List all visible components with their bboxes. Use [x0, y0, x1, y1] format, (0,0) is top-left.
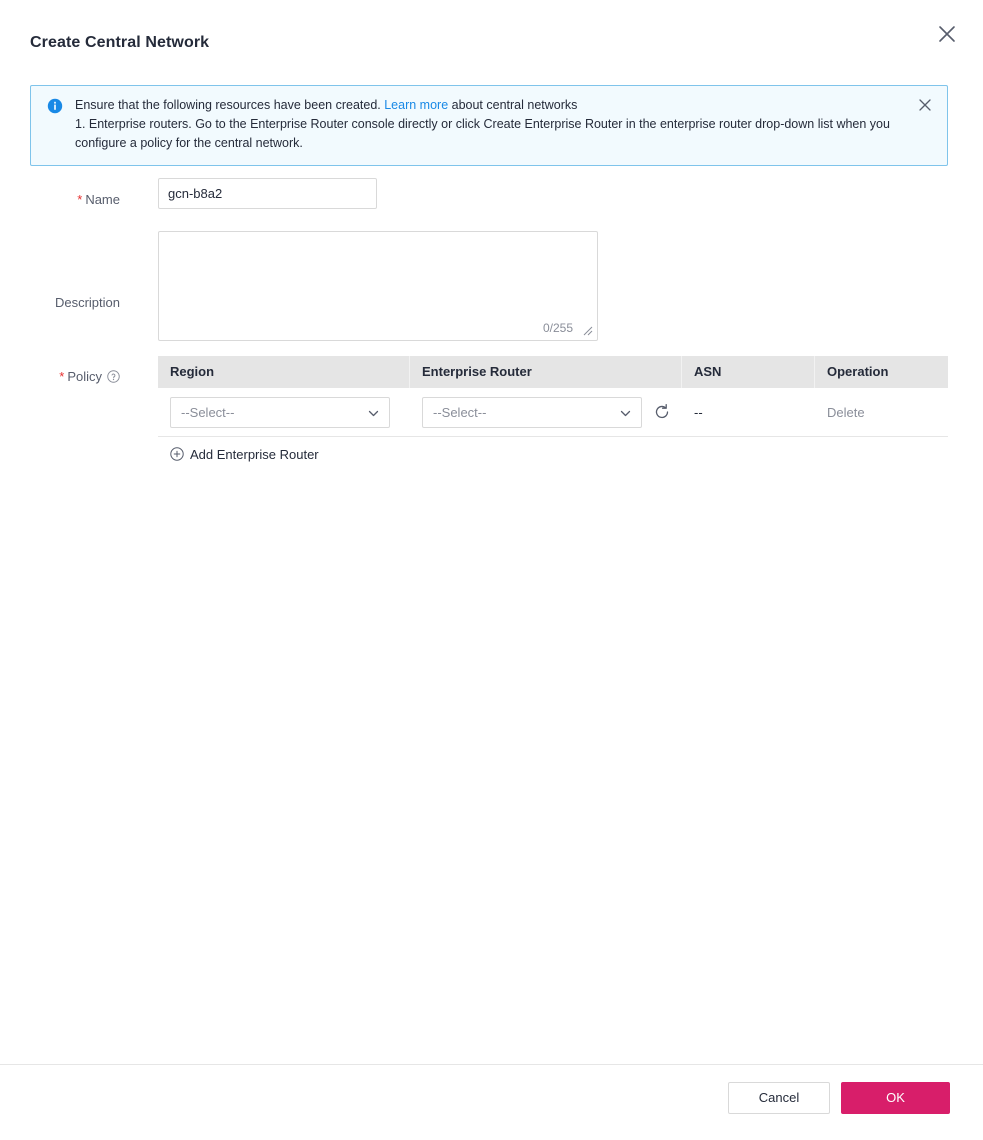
question-circle-icon[interactable]	[107, 370, 120, 383]
table-row	[158, 388, 948, 437]
dialog-footer	[0, 1064, 983, 1140]
column-header-region: Region	[158, 356, 410, 388]
column-header-operation: Operation	[827, 364, 889, 379]
plus-circle-icon	[170, 447, 184, 461]
alert-text-before: Ensure that the following resources have been created.	[75, 98, 385, 112]
policy-table-header	[158, 356, 948, 388]
alert-close-icon[interactable]	[917, 97, 935, 115]
operation-cell	[815, 388, 948, 436]
info-alert	[30, 85, 948, 166]
policy-table	[158, 356, 948, 471]
info-icon	[47, 98, 63, 114]
chevron-down-icon	[367, 407, 380, 420]
policy-label	[0, 369, 120, 384]
add-enterprise-router-button[interactable]	[158, 437, 948, 471]
alert-line-2: 1. Enterprise routers. Go to the Enterprise Router console directly or click Create Enterprise Router in the enterprise router drop-down list when you configure a policy for the central network.	[75, 117, 890, 150]
name-label	[0, 192, 120, 207]
alert-text-after: about central networks	[448, 98, 578, 112]
enterprise-router-select-value: --Select--	[433, 404, 487, 420]
page-title: Create Central Network	[30, 34, 210, 51]
asn-cell: --	[694, 404, 703, 420]
chevron-down-icon	[619, 407, 632, 420]
refresh-icon[interactable]	[652, 402, 672, 422]
learn-more-link[interactable]: Learn more	[384, 98, 449, 112]
required-marker: *	[59, 369, 65, 384]
enterprise-router-cell	[410, 388, 682, 436]
description-label: Description	[54, 295, 120, 310]
add-enterprise-router-label: Add Enterprise Router	[190, 446, 319, 462]
close-icon[interactable]	[933, 20, 961, 48]
field-description	[0, 231, 983, 341]
description-textarea[interactable]	[159, 232, 597, 322]
region-select-value: --Select--	[181, 404, 235, 420]
alert-line-1	[75, 96, 907, 115]
region-select[interactable]	[170, 397, 390, 428]
ok-button[interactable]: OK	[841, 1082, 950, 1114]
required-marker: *	[77, 192, 83, 207]
name-input[interactable]	[158, 178, 377, 209]
enterprise-router-select[interactable]	[422, 397, 642, 428]
region-cell	[158, 388, 410, 436]
description-textarea-wrapper	[158, 231, 598, 341]
column-header-asn: ASN	[682, 356, 815, 388]
cancel-button[interactable]: Cancel	[728, 1082, 830, 1114]
name-label-text: Name	[85, 192, 120, 207]
resize-handle-icon[interactable]	[583, 326, 593, 336]
column-header-enterprise-router: Enterprise Router	[410, 356, 682, 388]
character-counter: 0/255	[542, 321, 573, 335]
dialog-header	[0, 0, 983, 76]
policy-label-text: Policy	[67, 369, 102, 384]
delete-link[interactable]: Delete	[827, 404, 865, 420]
